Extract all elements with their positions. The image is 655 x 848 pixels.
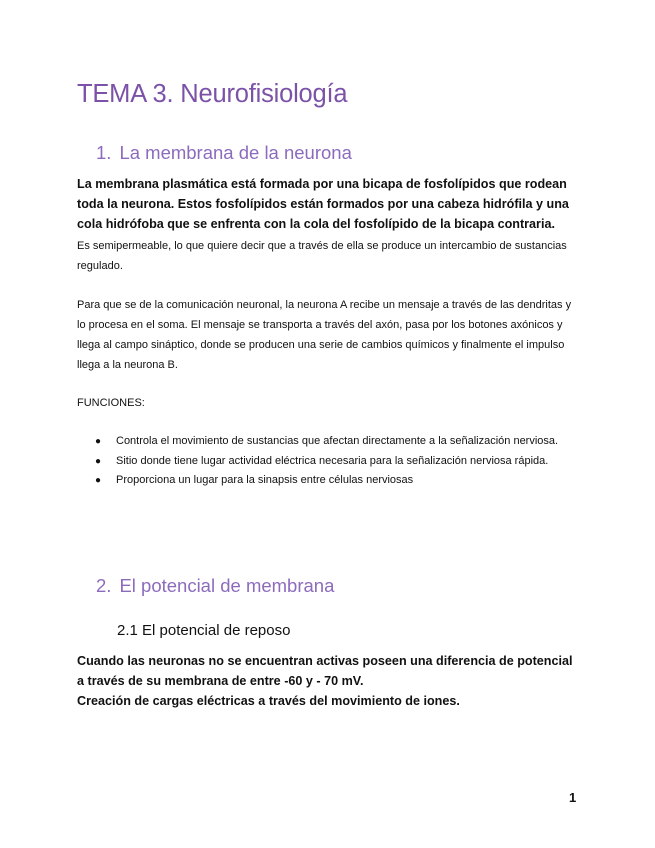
functions-label: FUNCIONES: <box>77 397 145 409</box>
ion-movement-paragraph: Creación de cargas eléctricas a través del movimiento de iones. <box>77 694 460 709</box>
list-item <box>95 471 585 491</box>
bullet-icon: ● <box>95 475 102 486</box>
bullet-icon: ● <box>95 436 102 447</box>
page-number: 1 <box>569 790 577 805</box>
functions-list <box>95 432 585 491</box>
list-item <box>95 452 585 472</box>
document-title: TEMA 3. Neurofisiología <box>77 80 348 108</box>
section-2-heading <box>96 575 334 597</box>
section-1-title: La membrana de la neurona <box>119 142 352 163</box>
resting-potential-paragraph: Cuando las neuronas no se encuentran activas poseen una diferencia de potencial a través de su membrana de entre -60 y - 70 mV. <box>77 654 573 689</box>
membrane-description-block <box>77 174 582 235</box>
resting-potential-block <box>77 651 582 712</box>
functions-label-block <box>77 393 582 413</box>
function-text: Proporciona un lugar para la sinapsis entre células nerviosas <box>116 474 414 486</box>
bullet-icon: ● <box>95 455 102 467</box>
list-item <box>95 432 585 452</box>
section-1-number: 1. <box>96 142 112 163</box>
function-text: Controla el movimiento de sustancias que afectan directamente a la señalización nerviosa. <box>116 435 559 447</box>
semipermeable-block <box>77 236 582 276</box>
communication-paragraph: Para que se de la comunicación neuronal, la neurona A recibe un mensaje a través de las dendritas y lo procesa en el soma. El mensaje se transporta a través del axón, pasa por los botones axónicos y llega al campo sináptico, donde se producen una serie de cambios químicos y finalmente el impulso llega a la neurona B. <box>77 299 572 371</box>
section-2-number: 2. <box>96 575 112 596</box>
section-2-title: El potencial de membrana <box>119 575 335 596</box>
subsection-2-1-heading: 2.1 El potencial de reposo <box>117 622 291 639</box>
semipermeable-paragraph: Es semipermeable, lo que quiere decir que a través de ella se produce un intercambio de sustancias regulado. <box>77 240 567 272</box>
membrane-intro-bold: La membrana plasmática está formada por una bicapa de fosfolípidos que rodean toda la neurona. Estos fosfolípidos están formados por una cabeza hidrófila y una cola hidrófoba que se enfrenta con la cola del fosfolípido de la bicapa contraria. <box>77 177 569 232</box>
communication-block <box>77 295 582 375</box>
function-text: Sitio donde tiene lugar actividad eléctrica necesaria para la señalización nerviosa rápida. <box>116 454 549 467</box>
section-1-heading <box>96 142 352 164</box>
